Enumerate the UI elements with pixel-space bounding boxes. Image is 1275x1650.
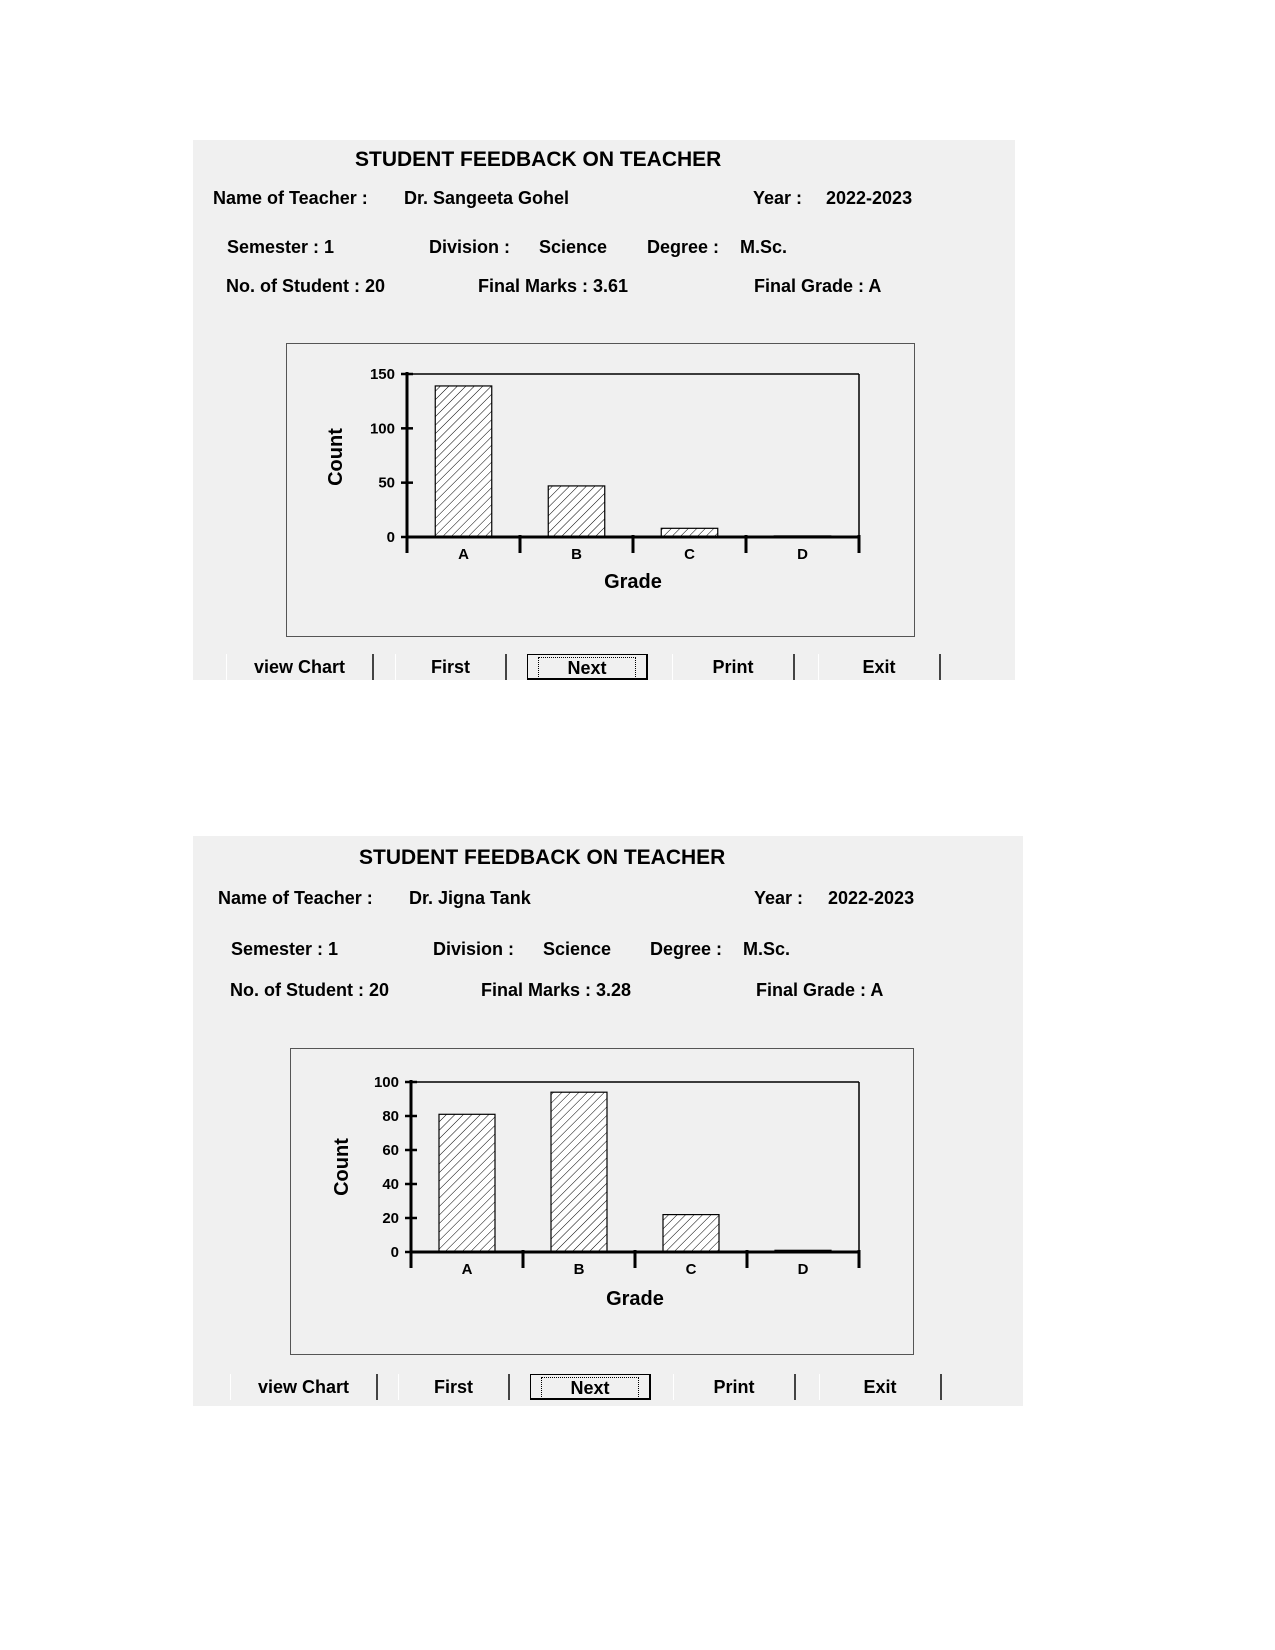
x-tick-label: A xyxy=(461,1261,473,1278)
next-button[interactable]: Next xyxy=(530,1374,651,1400)
division-value: Science xyxy=(543,939,612,959)
student-count: No. of Student : 20 xyxy=(226,276,385,296)
division-label: Division : xyxy=(429,237,511,257)
year-value: 2022-2023 xyxy=(826,188,913,208)
student-count: No. of Student : 20 xyxy=(230,980,389,1000)
teacher-name: Dr. Jigna Tank xyxy=(409,888,531,908)
year-value: 2022-2023 xyxy=(828,888,915,908)
bar-a xyxy=(439,1114,495,1252)
degree-label: Degree : xyxy=(647,237,720,257)
y-tick-label: 80 xyxy=(382,1108,399,1125)
next-button[interactable]: Next xyxy=(527,654,648,680)
first-button[interactable]: First xyxy=(395,654,507,680)
final-marks: Final Marks : 3.61 xyxy=(478,276,629,296)
view-chart-button[interactable]: view Chart xyxy=(226,654,374,680)
y-tick-label: 50 xyxy=(378,474,395,492)
x-tick-label: A xyxy=(458,546,469,563)
feedback-window-1 xyxy=(193,140,1015,680)
teacher-label: Name of Teacher : xyxy=(213,188,368,208)
y-tick-label: 100 xyxy=(369,420,395,438)
y-axis-title: Count xyxy=(325,428,347,486)
semester-text: Semester : 1 xyxy=(231,939,339,959)
x-tick-label: B xyxy=(573,1261,585,1278)
x-axis-title: Grade xyxy=(604,571,662,593)
x-tick-label: D xyxy=(797,546,808,563)
final-marks: Final Marks : 3.28 xyxy=(481,980,632,1000)
y-tick-label: 150 xyxy=(369,366,395,383)
bar-c xyxy=(663,1215,719,1252)
bar-b xyxy=(548,486,605,537)
exit-button[interactable]: Exit xyxy=(819,1374,942,1400)
degree-value: M.Sc. xyxy=(743,939,791,959)
y-tick-label: 20 xyxy=(382,1210,399,1227)
window-title: STUDENT FEEDBACK ON TEACHER xyxy=(359,846,726,869)
division-value: Science xyxy=(539,237,608,257)
division-label: Division : xyxy=(433,939,515,959)
teacher-label: Name of Teacher : xyxy=(218,888,373,908)
x-tick-label: D xyxy=(797,1261,809,1278)
feedback-window-2 xyxy=(193,836,1023,1406)
bar-b xyxy=(551,1092,607,1252)
print-button[interactable]: Print xyxy=(672,654,795,680)
exit-button[interactable]: Exit xyxy=(818,654,941,680)
degree-value: M.Sc. xyxy=(740,237,788,257)
year-label: Year : xyxy=(753,188,803,208)
y-tick-label: 40 xyxy=(382,1176,399,1193)
semester-text: Semester : 1 xyxy=(227,237,335,257)
grade-chart-box xyxy=(290,1048,914,1355)
final-grade: Final Grade : A xyxy=(754,276,882,296)
window-title: STUDENT FEEDBACK ON TEACHER xyxy=(355,148,722,171)
grade-chart-box xyxy=(286,343,915,637)
grade-bar-chart xyxy=(291,1049,913,1354)
y-tick-label: 60 xyxy=(382,1142,399,1159)
final-grade: Final Grade : A xyxy=(756,980,884,1000)
grade-bar-chart xyxy=(287,344,914,636)
x-tick-label: B xyxy=(571,546,582,563)
view-chart-button[interactable]: view Chart xyxy=(230,1374,378,1400)
teacher-name: Dr. Sangeeta Gohel xyxy=(404,188,570,208)
y-axis-title: Count xyxy=(331,1138,353,1196)
x-tick-label: C xyxy=(684,546,695,563)
print-button[interactable]: Print xyxy=(673,1374,796,1400)
y-tick-label: 100 xyxy=(373,1074,399,1091)
bar-a xyxy=(435,386,492,537)
year-label: Year : xyxy=(754,888,804,908)
degree-label: Degree : xyxy=(650,939,723,959)
x-axis-title: Grade xyxy=(606,1288,664,1310)
x-tick-label: C xyxy=(685,1261,697,1278)
y-tick-label: 0 xyxy=(390,1244,399,1261)
first-button[interactable]: First xyxy=(398,1374,510,1400)
y-tick-label: 0 xyxy=(386,529,395,546)
